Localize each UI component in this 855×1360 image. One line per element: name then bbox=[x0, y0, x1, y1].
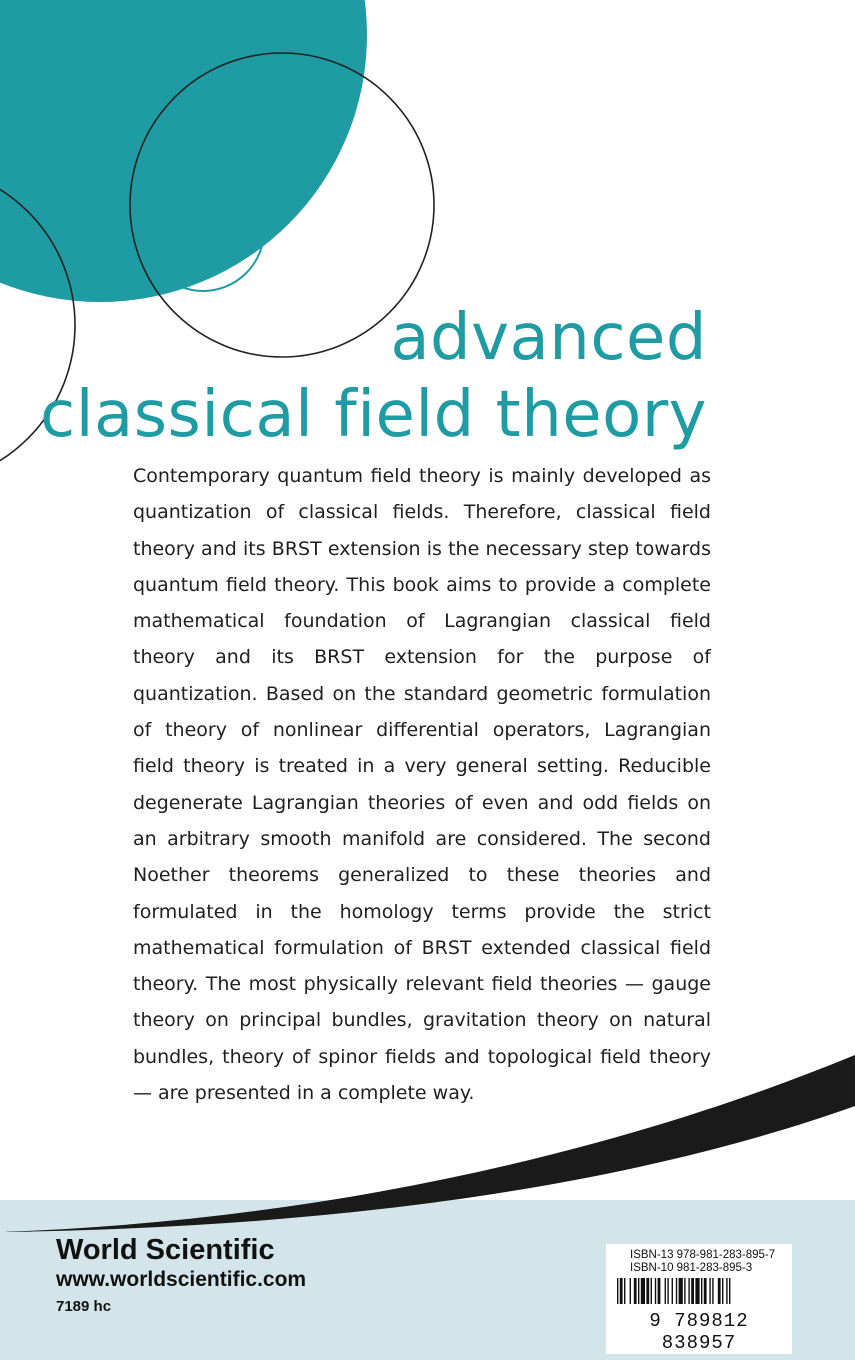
barcode-bar bbox=[667, 1278, 668, 1304]
barcode-bar bbox=[691, 1278, 694, 1304]
barcode-bar bbox=[665, 1278, 666, 1304]
barcode-bar bbox=[651, 1278, 652, 1304]
barcode-bar bbox=[658, 1278, 661, 1304]
barcode-bar bbox=[679, 1278, 683, 1304]
barcode-bar bbox=[641, 1278, 645, 1304]
title-line-2: classical field theory bbox=[40, 378, 707, 452]
barcode-bar bbox=[704, 1278, 707, 1304]
isbn-13: ISBN-13 978-981-283-895-7 bbox=[630, 1249, 776, 1261]
barcode-bar bbox=[712, 1278, 713, 1304]
teal-disc bbox=[0, 0, 367, 302]
barcode-bar bbox=[688, 1278, 689, 1304]
barcode-bar bbox=[655, 1278, 656, 1304]
blurb-text: Contemporary quantum field theory is mainly developed as quantization of classical fields. Therefore, classical field theory and its BRST extension is the necessary step towards quantum field theory. This book aims to provide a complete mathematical foundation of Lagrangian classical field theory and its BRST extension for the purpose of quantization. Based on the standard geometric formulation of theory of nonlinear differential operators, Lagrangian field theory is treated in a very general setting. Reducible degenerate Lagrangian theories of even and odd fields on an arbitrary smooth manifold are considered. The second Noether theorems generalized to these theories and formulated in the homology terms provide the strict mathematical formulation of BRST extended classical field theory. The most physically relevant field theories — gauge theory on principal bundles, gravitation theory on natural bundles, theory of spinor fields and topological field theory — are presented in a complete way. bbox=[133, 465, 711, 1105]
barcode-bar bbox=[646, 1278, 649, 1304]
barcode-bar bbox=[634, 1278, 637, 1304]
barcode-bar bbox=[638, 1278, 639, 1304]
barcode-bar bbox=[726, 1278, 727, 1304]
barcode-bar bbox=[701, 1278, 702, 1304]
barcode-bar bbox=[620, 1278, 623, 1304]
barcode-bars bbox=[617, 1278, 781, 1304]
product-code: 7189 hc bbox=[56, 1298, 112, 1315]
barcode-bar bbox=[617, 1278, 618, 1304]
barcode-bar bbox=[624, 1278, 625, 1304]
publisher-url: www.worldscientific.com bbox=[56, 1268, 307, 1291]
barcode-bar bbox=[718, 1278, 721, 1304]
barcode-bar bbox=[729, 1278, 730, 1304]
barcode-bar bbox=[722, 1278, 723, 1304]
ean-digits: 9 789812 838957 bbox=[606, 1310, 792, 1354]
publisher-block bbox=[56, 1233, 306, 1319]
isbn-10: ISBN-10 981-283-895-3 bbox=[630, 1262, 753, 1274]
barcode-bar bbox=[630, 1278, 631, 1304]
title-line-1: advanced bbox=[390, 301, 707, 375]
barcode-bar bbox=[672, 1278, 673, 1304]
barcode-box bbox=[606, 1244, 792, 1310]
barcode-bar bbox=[709, 1278, 710, 1304]
barcode-bar bbox=[695, 1278, 699, 1304]
barcode-bar bbox=[676, 1278, 677, 1304]
barcode-bar bbox=[684, 1278, 685, 1304]
publisher-name: World Scientific bbox=[56, 1234, 275, 1266]
